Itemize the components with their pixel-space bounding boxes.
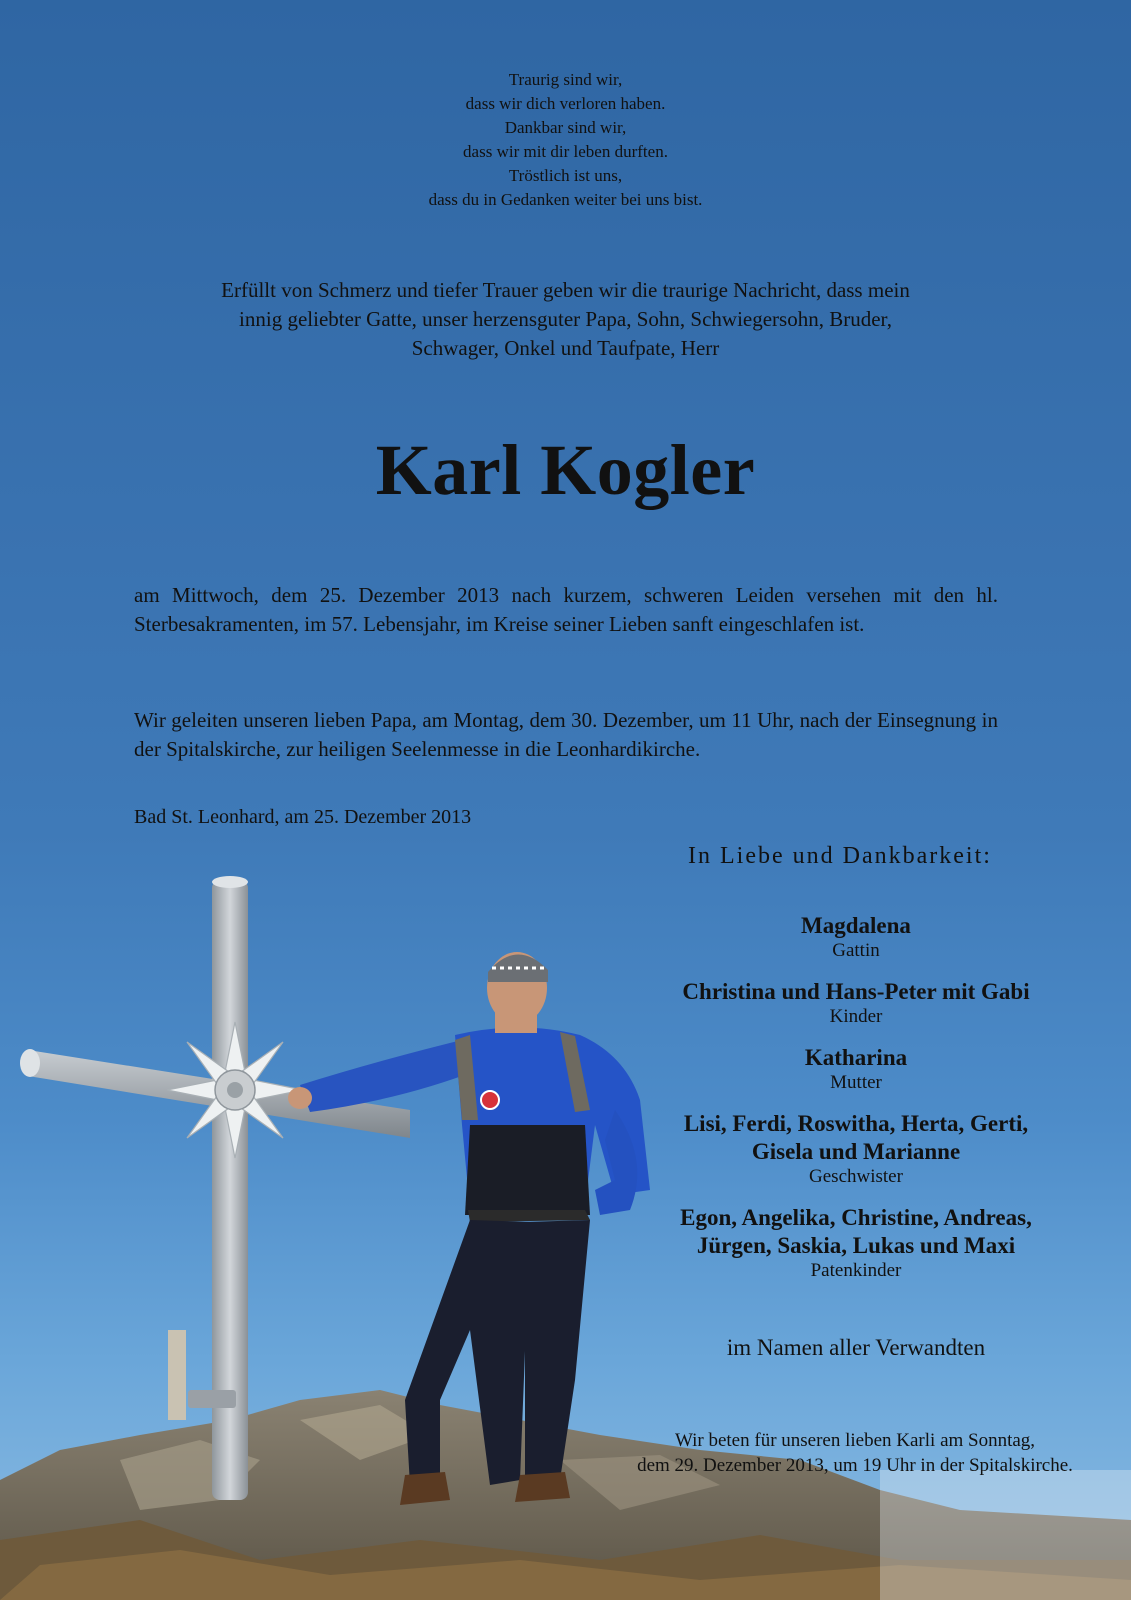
mourner-names: Lisi, Ferdi, Roswitha, Herta, Gerti, [683, 1111, 1029, 1136]
mourner-names: Gisela und Marianne [751, 1139, 961, 1164]
poem-line: Traurig sind wir, [508, 70, 623, 89]
announcement-intro [130, 276, 1001, 363]
poem-line: dass du in Gedanken weiter bei uns bist. [428, 190, 703, 209]
mourner-group-children [635, 978, 1077, 1028]
mourner-names: Egon, Angelika, Christine, Andreas, [680, 1205, 1032, 1230]
poem-line: dass wir mit dir leben durften. [463, 142, 668, 161]
mourners-list [635, 912, 1077, 1298]
mourner-names: Jürgen, Saskia, Lukas und Maxi [696, 1233, 1016, 1258]
mourner-names: Magdalena [801, 913, 911, 938]
mourner-group-siblings [635, 1110, 1077, 1188]
gratitude-heading: In Liebe und Dankbarkeit: [688, 843, 992, 869]
poem-line: dass wir dich verloren haben. [465, 94, 666, 113]
mourner-names: Christina und Hans-Peter mit Gabi [682, 979, 1030, 1004]
prayer-notice [590, 1428, 1120, 1478]
poem-line: Tröstlich ist uns, [508, 166, 623, 185]
relatives-closing: im Namen aller Verwandten [726, 1335, 986, 1360]
mourner-role: Geschwister [809, 1166, 903, 1187]
prayer-line: Wir beten für unseren lieben Karli am Sonntag, [674, 1430, 1036, 1451]
place-date: Bad St. Leonhard, am 25. Dezember 2013 [134, 806, 472, 828]
poem-line: Dankbar sind wir, [504, 118, 627, 137]
mourner-role: Patenkinder [810, 1260, 902, 1281]
intro-line: innig geliebter Gatte, unser herzensguter Papa, Sohn, Schwiegersohn, Bruder, [239, 307, 892, 331]
intro-line: Schwager, Onkel und Taufpate, Herr [411, 336, 720, 360]
intro-line: Erfüllt von Schmerz und tiefer Trauer geben wir die traurige Nachricht, dass mein [221, 278, 910, 302]
mourner-role: Mutter [830, 1072, 882, 1093]
deceased-name: Karl Kogler [375, 430, 756, 510]
death-notice: am Mittwoch, dem 25. Dezember 2013 nach kurzem, schweren Leiden versehen mit den hl. Sterbesakramenten, im 57. Lebensjahr, im Kreise seiner Lieben sanft eingeschlafen ist. [134, 583, 998, 636]
prayer-line: dem 29. Dezember 2013, um 19 Uhr in der Spitalskirche. [637, 1455, 1073, 1476]
memorial-poem [0, 68, 1131, 212]
mourner-role: Gattin [832, 940, 880, 961]
mourner-role: Kinder [829, 1006, 883, 1027]
mourner-group-spouse [635, 912, 1077, 962]
mourner-group-godchildren [635, 1204, 1077, 1282]
mourner-group-mother [635, 1044, 1077, 1094]
funeral-notice: Wir geleiten unseren lieben Papa, am Montag, dem 30. Dezember, um 11 Uhr, nach der Einsegnung in der Spitalskirche, zur heiligen Seelenmesse in die Leonhardikirche. [134, 708, 998, 761]
mourner-names: Katharina [804, 1045, 908, 1070]
edelweiss-ornament [167, 1022, 303, 1158]
